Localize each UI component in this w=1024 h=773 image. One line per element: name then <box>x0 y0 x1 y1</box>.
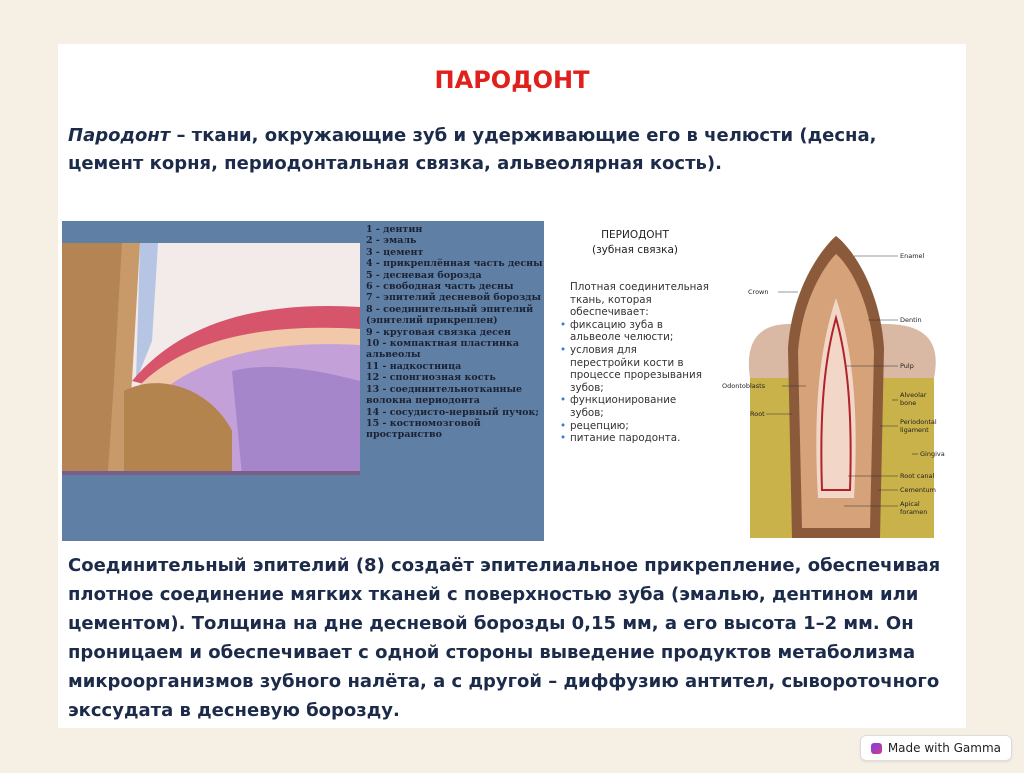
legend-item: 11 - надкостница <box>366 360 462 372</box>
legend-item: 3 - цемент <box>366 246 424 258</box>
legend-item: 5 - десневая борозда <box>366 269 482 281</box>
list-item: • фиксацию зуба в альвеоле челюсти; <box>560 319 710 344</box>
body-paragraph: Соединительный эпителий (8) создаёт эпителиальное прикрепление, обеспечивая плотное соединение мягких тканей с поверхностью зуба (эмалью, дентином или цементом). Толщина на дне десневой борозды 0,15 мм, а его высота 1–2 мм. Он проницаем и обеспечивает с одной стороны выведение продуктов метаболизма микроорганизмов зубного налёта, а с другой – диффузию антител, сывороточного экссудата в десневую борозду. <box>68 555 941 721</box>
periodont-title: ПЕРИОДОНТ <box>601 229 669 241</box>
legend-item: 8 - соединительный эпителий (эпителий прикреплен) <box>366 303 534 327</box>
legend-item: 14 - сосудисто-нервный пучок; <box>366 406 539 418</box>
list-item: • условия для перестройки кости в процессе прорезывания зубов; <box>560 344 710 394</box>
tooth-label-dentin: Dentin <box>900 316 922 324</box>
tooth-label-gingiva: Gingiva <box>920 450 945 458</box>
tooth-diagram <box>722 228 958 542</box>
list-item: • питание пародонта. <box>560 432 710 445</box>
legend-item: 7 - эпителий десневой борозды <box>366 292 541 304</box>
legend-item: 6 - свободная часть десны <box>366 281 514 293</box>
legend-item: 13 - соединительнотканные волокна периодонта <box>366 383 523 407</box>
tooth-label-odontoblasts: Odontoblasts <box>722 382 766 390</box>
tooth-label-pulp: Pulp <box>900 362 914 370</box>
list-item: • функционирование зубов; <box>560 394 710 419</box>
intro-paragraph <box>68 122 958 178</box>
legend-item: 4 - прикреплённая часть десны <box>366 258 543 270</box>
page-title: ПАРОДОНТ <box>434 66 590 94</box>
legend-item: 2 - эмаль <box>366 235 417 247</box>
periodont-description <box>560 281 710 445</box>
legend-item: 15 - костномозговой пространство <box>366 417 481 441</box>
legend-item: 9 - круговая связка десен <box>366 326 511 338</box>
legend-item: 12 - спонгиозная кость <box>366 372 496 384</box>
periodont-heading <box>560 228 710 258</box>
tooth-label-apical-foramen: Apical foramen <box>900 500 928 516</box>
tooth-label-enamel: Enamel <box>900 252 925 260</box>
legend-item: 10 - компактная пластинка альвеолы <box>366 338 520 361</box>
tooth-label-alveolar-bone: Alveolar bone <box>900 391 927 407</box>
intro-definition: – ткани, окружающие зуб и удерживающие его в челюсти (десна, цемент корня, периодонтальная связка, альвеолярная кость). <box>68 125 877 174</box>
tooth-label-root: Root <box>750 410 765 418</box>
list-item: • рецепцию; <box>560 420 710 433</box>
intro-term: Пародонт <box>68 125 171 146</box>
tooth-label-root-canal: Root canal <box>900 472 935 480</box>
tooth-label-crown: Crown <box>748 288 769 296</box>
periodont-lead: Плотная соединительная ткань, которая обеспечивает: <box>570 281 709 319</box>
gamma-logo-icon <box>871 743 882 754</box>
badge-label: Made with Gamma <box>887 741 1001 755</box>
legend-item: 1 - дентин <box>366 224 423 235</box>
periodont-subtitle: (зубная связка) <box>591 244 679 256</box>
tooth-label-cementum: Cementum <box>900 486 936 494</box>
periodont-function-list <box>560 319 710 445</box>
made-with-gamma-badge[interactable] <box>860 735 1012 761</box>
histology-legend <box>366 224 550 441</box>
tooth-label-periodontal-ligament: Periodontal ligament <box>900 418 937 434</box>
